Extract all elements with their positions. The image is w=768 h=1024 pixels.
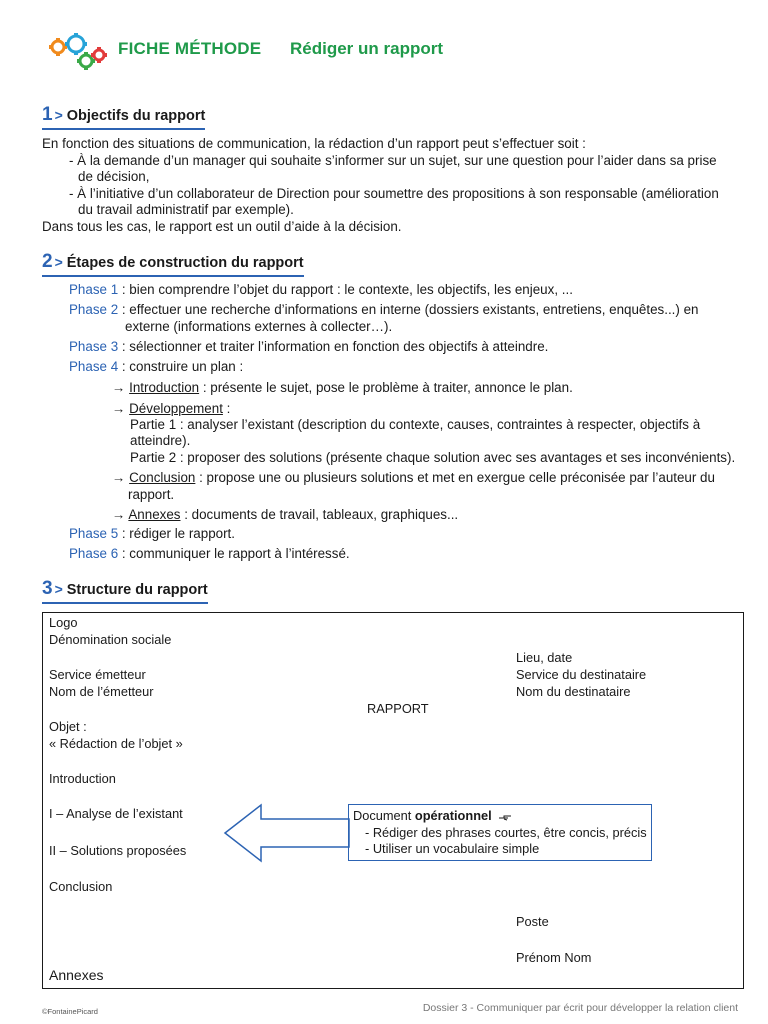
plan-introduction-text: : présente le sujet, pose le problème à traiter, annonce le plan. [199,380,573,395]
partie2-line: Partie 2 : proposer des solutions (présente chaque solution avec ses avantages et ses inconvénients). [130,450,736,465]
phase1-text: : bien comprendre l’objet du rapport : le contexte, les objectifs, les enjeux, ... [118,282,573,297]
phase3-label: Phase 3 [69,339,119,354]
section2-marker: > [54,254,63,270]
box-poste: Poste [516,914,549,929]
plan-introduction-title: Introduction [129,380,200,395]
box-lieu-date: Lieu, date [516,650,573,665]
phase4-row [69,359,746,376]
arrow-icon: → [112,470,126,485]
plan-annexes [112,507,746,524]
plan-annexes-text: : documents de travail, tableaux, graphiques... [180,507,459,522]
phase6-row [69,546,746,563]
box-objet: Objet : [49,719,87,734]
section2-heading [42,251,304,277]
section1-item1-line2: de décision, [78,169,150,184]
callout-doc-bold: opérationnel [414,808,492,823]
phase3-row [69,339,746,356]
section1-intro: En fonction des situations de communication, la rédaction d’un rapport peut s’effectuer soit : [42,136,586,151]
fiche-methode-label: FICHE MÉTHODE [118,39,262,58]
phase5-text: : rédiger le rapport. [118,526,235,541]
section2-title: Étapes de construction du rapport [66,255,304,271]
phase3-text: : sélectionner et traiter l’information en fonction des objectifs à atteindre. [118,339,549,354]
plan-conclusion [112,470,746,487]
operational-document-callout [348,804,652,861]
section3-number: 3 [42,578,53,599]
plan-conclusion-text-line2: rapport. [128,487,175,502]
box-denomination: Dénomination sociale [49,632,172,647]
plan-developpement-title: Développement [129,401,223,416]
page-header [46,30,726,74]
section1-item2-line2: du travail administratif par exemple). [78,202,294,217]
page-title: Rédiger un rapport [290,39,444,58]
box-annexes: Annexes [49,967,104,983]
box-nom-destinataire: Nom du destinataire [516,684,631,699]
section1-heading [42,104,205,130]
box-service-destinataire: Service du destinataire [516,667,647,682]
box-prenom-nom: Prénom Nom [516,950,592,965]
box-logo: Logo [49,615,78,630]
plan-developpement-colon: : [222,401,231,416]
report-structure-box [42,612,744,989]
box-introduction: Introduction [49,771,116,786]
box-redaction-objet: « Rédaction de l’objet » [49,736,183,751]
section1-conclusion: Dans tous les cas, le rapport est un outil d’aide à la décision. [42,219,402,234]
arrow-icon: → [112,401,126,416]
section3-marker: > [54,581,63,597]
phase1-row [69,282,746,299]
left-arrow-icon [223,803,351,863]
box-conclusion: Conclusion [49,879,113,894]
callout-bullet2: - Utiliser un vocabulaire simple [365,841,540,856]
footer-dossier: Dossier 3 - Communiquer par écrit pour développer la relation client [422,1002,738,1014]
phase6-label: Phase 6 [69,546,119,561]
plan-conclusion-text-line1: : propose une ou plusieurs solutions et met en exergue celle préconisée par l’auteur du [195,470,715,485]
plan-developpement [112,401,746,418]
phase5-row [69,526,746,543]
phase2-text-line1: : effectuer une recherche d’informations en interne (dossiers existants, entretiens, enquêtes...) en [118,302,699,317]
phase2-row [69,302,746,319]
section2-number: 2 [42,251,53,272]
gears-icon [46,30,108,74]
section3-title: Structure du rapport [66,582,208,598]
callout-title [353,808,512,823]
callout-doc-label: Document [353,808,415,823]
phase4-text: : construire un plan : [118,359,244,374]
phase4-label: Phase 4 [69,359,119,374]
callout-bullet1: - Rédiger des phrases courtes, être concis, précis [365,825,647,840]
plan-conclusion-title: Conclusion [129,470,196,485]
section3-heading [42,578,208,604]
footer-copyright: ©FontainePicard [42,1007,98,1016]
partie1-line1: Partie 1 : analyser l’existant (description du contexte, causes, contraintes à respecter, objectifs à [130,417,701,432]
section1-marker: > [54,107,63,123]
arrow-icon: → [112,380,126,395]
section1-item1-line1: - À la demande d’un manager qui souhaite s’informer sur un sujet, sur une question pour l’aider dans sa prise [69,153,717,168]
section1-item2-line1: - À l’initiative d’un collaborateur de Direction pour soumettre des propositions à son responsable (amélioration [69,186,719,201]
phase2-label: Phase 2 [69,302,119,317]
box-rapport: RAPPORT [367,701,429,716]
section1-number: 1 [42,104,53,125]
box-solutions: II – Solutions proposées [49,843,187,858]
pointing-hand-icon [498,813,512,821]
section1-title: Objectifs du rapport [66,108,206,124]
phase1-label: Phase 1 [69,282,119,297]
plan-annexes-title: Annexes [128,507,181,522]
phase6-text: : communiquer le rapport à l’intéressé. [118,546,350,561]
box-nom-emetteur: Nom de l’émetteur [49,684,154,699]
arrow-icon: → [112,507,126,522]
phase2-text-line2: externe (informations externes à collecter…). [125,319,393,334]
plan-introduction [112,380,746,397]
box-analyse: I – Analyse de l’existant [49,806,183,821]
box-service-emetteur: Service émetteur [49,667,146,682]
partie1-line2: atteindre). [130,433,191,448]
phase5-label: Phase 5 [69,526,119,541]
